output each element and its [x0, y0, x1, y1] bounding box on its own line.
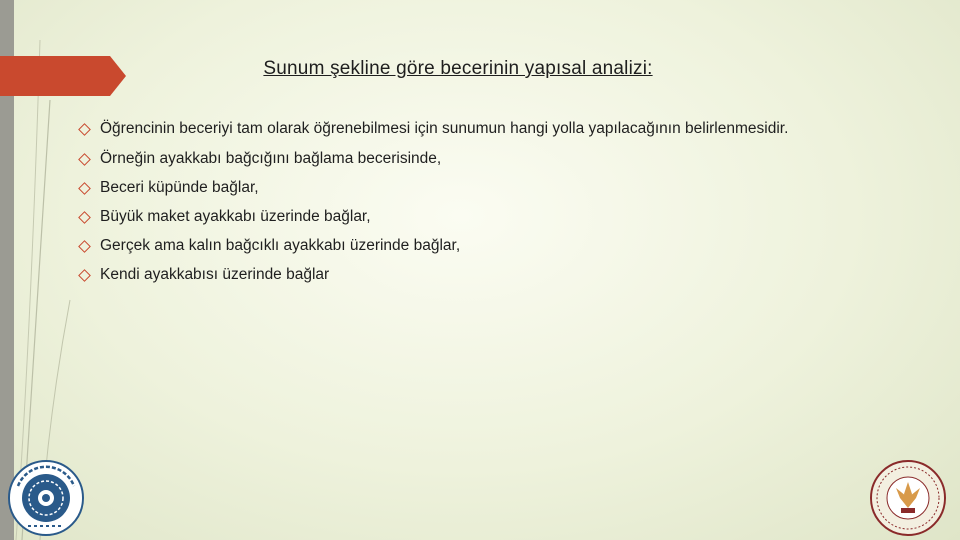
diamond-icon — [78, 240, 91, 253]
bullet-text: Öğrencinin beceriyi tam olarak öğrenebilmesi için sunumun hangi yolla yapılacağının belirlenmesidir. — [100, 120, 789, 137]
diamond-icon — [78, 182, 91, 195]
diamond-icon — [78, 153, 91, 166]
diamond-icon — [78, 269, 91, 282]
bullet-list — [78, 118, 798, 293]
list-item — [78, 118, 798, 140]
university-logo — [6, 458, 86, 538]
slide-title: Sunum şekline göre becerinin yapısal analizi: — [263, 58, 653, 79]
faculty-logo — [868, 458, 948, 538]
bullet-text: Gerçek ama kalın bağcıklı ayakkabı üzerinde bağlar, — [100, 237, 461, 254]
list-item — [78, 235, 798, 257]
diamond-icon — [78, 123, 91, 136]
list-item — [78, 206, 798, 228]
diamond-icon — [78, 211, 91, 224]
list-item — [78, 264, 798, 286]
bullet-text: Beceri küpünde bağlar, — [100, 179, 259, 196]
list-item — [78, 148, 798, 170]
bullet-text: Büyük maket ayakkabı üzerinde bağlar, — [100, 208, 371, 225]
bullet-text: Kendi ayakkabısı üzerinde bağlar — [100, 266, 330, 283]
bullet-text: Örneğin ayakkabı bağcığını bağlama becerisinde, — [100, 150, 442, 167]
list-item — [78, 177, 798, 199]
